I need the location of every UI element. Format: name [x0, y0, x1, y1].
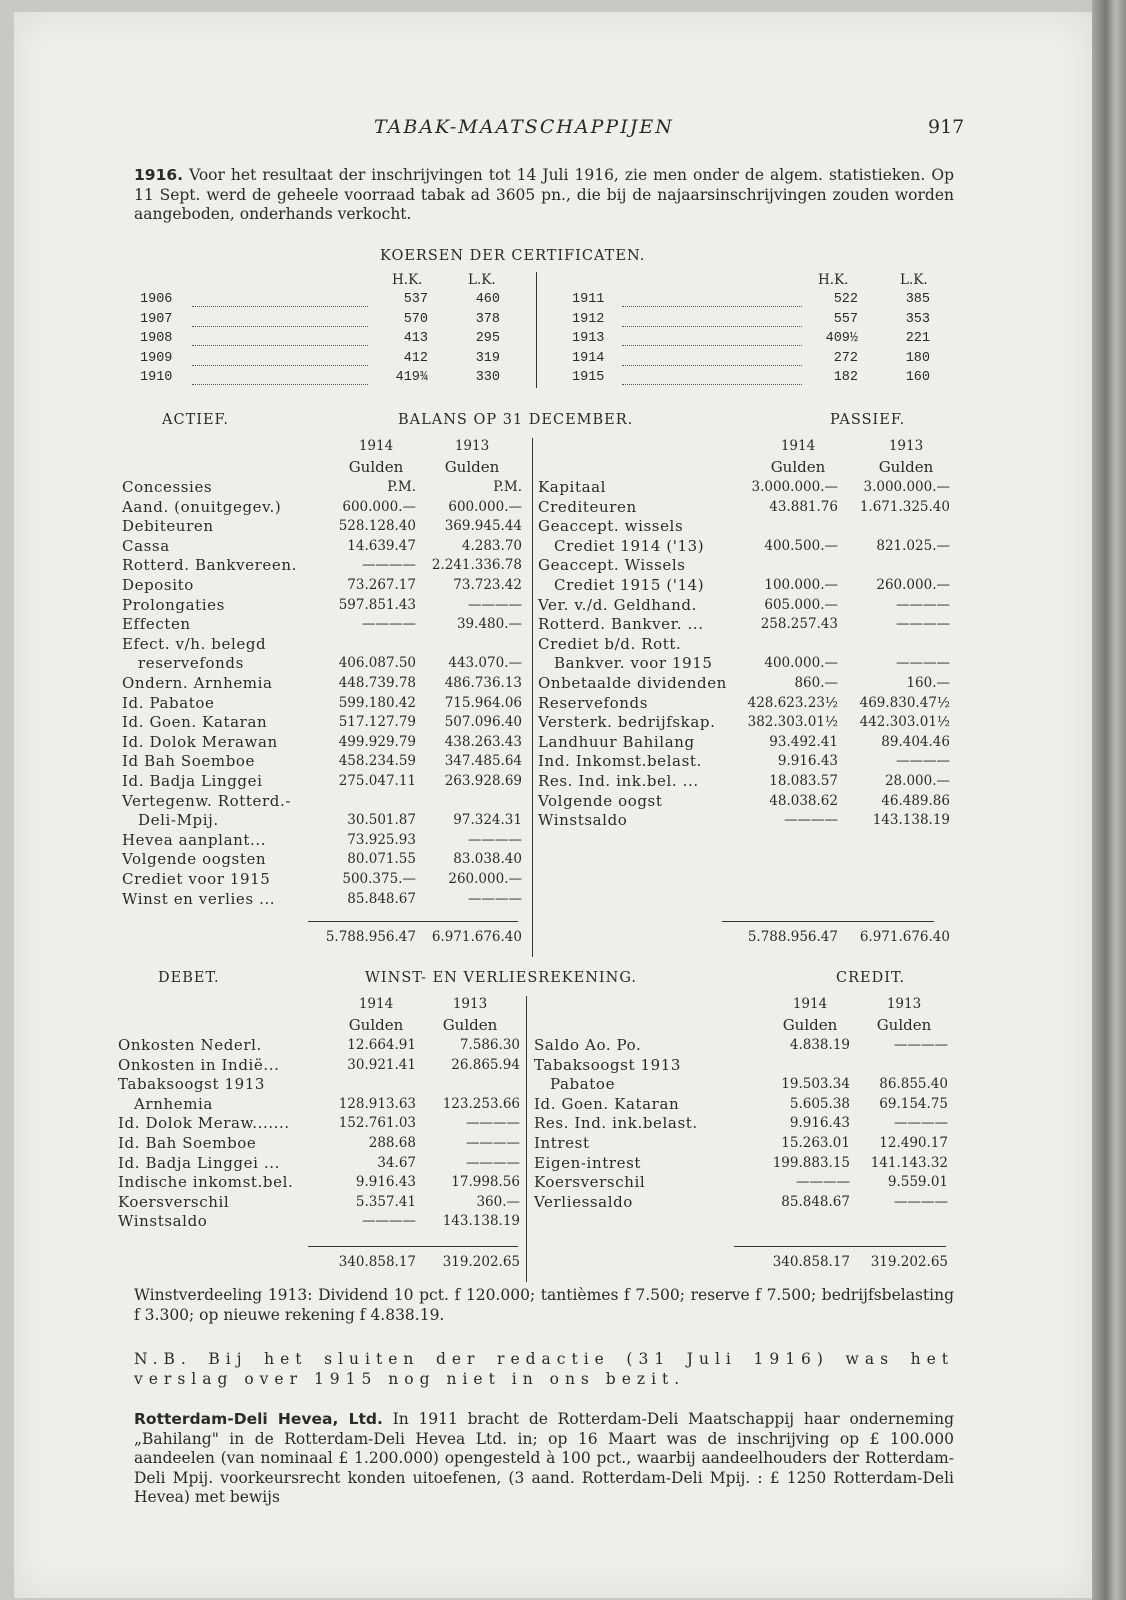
row-label: Id. Dolok Merawan: [122, 732, 278, 751]
row-label: Deposito: [122, 576, 194, 594]
koersen-lk: 180: [905, 350, 930, 366]
koersen-hk: 272: [833, 350, 858, 366]
row-label: Debiteuren: [122, 517, 214, 536]
koersen-hk: 522: [833, 292, 858, 307]
row-value-1913: 141.143.32: [870, 1154, 948, 1171]
row-value-1914: 499.929.79: [338, 733, 416, 750]
koersen-year: 1906: [140, 292, 173, 307]
row-value-1913: 83.038.40: [453, 851, 522, 868]
koersen-year: 1911: [572, 292, 605, 307]
hevea-text: In 1911 bracht de Rotterdam-Deli Maatschappij haar onderneming „Bahilang" in de Rotterdam-Deli Hevea Ltd. in; op 16 Maart was de inschrijving op £ 100.000 aandeelen (van nominaal £ 1.200.000) opengesteld à 100 pct., waarbij aandeelhouders der Rotterdam-Deli Mpij. voorkeursrecht konden uitoefenen, (3 aand. Rotterdam-Deli Mpij. : £ 1250 Rotterdam-Deli Hevea) met bewijs: [134, 1410, 954, 1506]
row-value-1914: 382.303.01½: [747, 714, 838, 731]
row-label: Id. Goen. Kataran: [534, 1094, 680, 1113]
row-value-1914: 500.375.—: [342, 871, 416, 887]
row-value-1913: 442.303.01½: [859, 714, 950, 731]
year-1913-left: 1913: [454, 438, 490, 454]
row-value-1914: 43.881.76: [769, 498, 838, 515]
row-value-1914: 9.916.43: [777, 753, 838, 770]
row-value-1913: 507.096.40: [444, 714, 522, 731]
row-label: reservefonds: [138, 654, 244, 673]
row-label: Res. Ind. ink.belast.: [534, 1114, 698, 1133]
total-1914-left: 5.788.956.47: [325, 929, 416, 946]
row-label: Ondern. Arnhemia: [122, 674, 273, 692]
row-value-1914: 80.071.55: [347, 851, 416, 868]
koersen-hk: 413: [403, 331, 428, 346]
row-label: Id. Goen. Kataran: [122, 713, 268, 732]
row-label: Id. Badja Linggei: [122, 772, 263, 790]
koersen-year: 1915: [572, 370, 605, 385]
row-label: Concessies: [122, 478, 213, 496]
row-label: Saldo Ao. Po.: [534, 1036, 642, 1054]
credit-heading: CREDIT.: [836, 970, 906, 986]
row-label: Geaccept. Wissels: [538, 556, 686, 575]
koersen-hk-header-right: H.K.: [818, 272, 849, 288]
row-label: Winstsaldo: [118, 1212, 208, 1231]
row-label: Landhuur Bahilang: [538, 732, 695, 751]
row-label: Tabaksoogst 1913: [534, 1055, 682, 1074]
row-value-1913: 28.000.—: [884, 773, 950, 789]
row-value-1914: 199.883.15: [772, 1154, 850, 1171]
row-value-1914: 400.500.—: [764, 537, 838, 554]
row-value-1913: 143.138.19: [872, 812, 950, 829]
row-value-1914: 428.623.23½: [747, 694, 838, 711]
row-value-1914: 73.925.93: [347, 831, 416, 848]
balans-title: BALANS OP 31 DECEMBER.: [398, 412, 634, 428]
row-value-1913: ————: [468, 831, 522, 848]
unit-right: Gulden: [782, 1016, 838, 1034]
row-label: Verliessaldo: [534, 1192, 633, 1211]
row-value-1913: 3.000.000.—: [863, 479, 950, 495]
row-value-1913: 123.253.66: [442, 1095, 520, 1112]
row-label: Intrest: [534, 1134, 590, 1152]
row-value-1913: ————: [896, 616, 950, 633]
row-value-1913: P.M.: [493, 479, 522, 495]
total-rule-right: [722, 921, 934, 922]
row-value-1914: P.M.: [387, 479, 416, 495]
row-value-1914: 30.921.41: [347, 1056, 416, 1073]
row-label: Vertegenw. Rotterd.-: [122, 791, 292, 810]
row-value-1913: 469.830.47½: [859, 694, 950, 711]
koersen-lk: 295: [475, 331, 500, 346]
koersen-leader: [192, 365, 368, 366]
year-1914-left: 1914: [358, 996, 394, 1012]
row-value-1914: 860.—: [794, 675, 838, 691]
hevea-name: Rotterdam-Deli Hevea, Ltd.: [134, 1410, 383, 1428]
total-1913-right: 6.971.676.40: [859, 929, 950, 946]
row-value-1914: 15.263.01: [781, 1135, 850, 1151]
row-value-1913: ————: [468, 596, 522, 613]
row-value-1914: 400.000.—: [764, 655, 838, 672]
row-label: Rotterd. Bankvereen.: [122, 556, 297, 575]
row-value-1913: 46.489.86: [881, 792, 950, 809]
row-value-1913: 600.000.—: [448, 498, 522, 515]
row-value-1913: 17.998.56: [451, 1174, 520, 1191]
row-value-1913: ————: [894, 1037, 948, 1053]
koersen-lk: 460: [475, 292, 500, 307]
unit-left: Gulden: [442, 1016, 498, 1034]
row-label: Id. Pabatoe: [122, 693, 215, 712]
row-label: Effecten: [122, 615, 191, 634]
row-label: Reservefonds: [538, 693, 649, 712]
unit-right: Gulden: [770, 458, 826, 476]
row-value-1914: 5.605.38: [789, 1095, 850, 1112]
row-value-1913: 369.945.44: [444, 518, 522, 535]
koersen-lk: 319: [475, 350, 500, 366]
koersen-leader: [622, 384, 802, 385]
row-value-1914: 34.67: [377, 1154, 416, 1171]
row-value-1913: ————: [896, 655, 950, 672]
row-label: Crediet voor 1915: [122, 870, 271, 888]
row-value-1914: 12.664.91: [347, 1037, 416, 1053]
book-spine-edge: [1092, 0, 1126, 1600]
total-rule-left: [308, 921, 518, 922]
row-label: Geaccept. wissels: [538, 517, 684, 536]
row-value-1913: 26.865.94: [451, 1056, 520, 1073]
koersen-year: 1909: [140, 350, 173, 366]
row-value-1914: 458.234.59: [338, 753, 416, 770]
row-label: Arnhemia: [134, 1094, 213, 1113]
intro-text: Voor het resultaat der inschrijvingen tot 14 Juli 1916, zie men onder de algem. statistieken. Op 11 Sept. werd de geheele voorraad tabak ad 3605 pn., die bij de najaarsinschrijvingen zouden worden aangeboden, onderhands verkocht.: [134, 166, 954, 223]
total-rule-right: [734, 1246, 946, 1247]
row-value-1913: 7.586.30: [459, 1037, 520, 1053]
row-value-1913: 1.671.325.40: [859, 498, 950, 515]
row-label: Koersverschil: [534, 1173, 646, 1192]
row-label: Volgende oogsten: [122, 850, 267, 869]
koersen-hk: 570: [403, 311, 428, 327]
koersen-leader: [192, 306, 368, 307]
koersen-lk: 221: [905, 331, 930, 346]
year-1913-right: 1913: [886, 996, 922, 1012]
row-value-1914: 597.851.43: [338, 596, 416, 613]
row-label: Bankver. voor 1915: [554, 654, 713, 673]
koersen-year: 1912: [572, 311, 605, 327]
row-value-1914: 605.000.—: [764, 596, 838, 613]
row-value-1913: 347.485.64: [444, 753, 522, 770]
koersen-title: KOERSEN DER CERTIFICATEN.: [380, 248, 646, 264]
row-value-1914: ————: [796, 1174, 850, 1191]
koersen-lk: 160: [905, 370, 930, 385]
row-label: Ind. Inkomst.belast.: [538, 752, 702, 771]
row-value-1913: 438.263.43: [444, 733, 522, 750]
intro-paragraph: [134, 166, 954, 225]
koersen-lk-header-left: L.K.: [468, 272, 496, 288]
row-value-1914: 85.848.67: [347, 890, 416, 907]
row-value-1914: ————: [362, 616, 416, 633]
row-value-1914: 128.913.63: [338, 1095, 416, 1112]
koersen-year: 1910: [140, 370, 173, 385]
row-value-1914: 448.739.78: [338, 675, 416, 691]
winst-title: WINST- EN VERLIESREKENING.: [365, 970, 637, 986]
row-label: Crediet 1914 ('13): [554, 536, 705, 555]
row-value-1913: 360.—: [476, 1193, 520, 1210]
koersen-lk: 378: [475, 311, 500, 327]
row-value-1914: 9.916.43: [355, 1174, 416, 1191]
row-label: Efect. v/h. belegd: [122, 634, 267, 653]
koersen-year: 1907: [140, 311, 173, 327]
row-value-1914: 14.639.47: [347, 537, 416, 554]
actief-heading: ACTIEF.: [162, 412, 229, 428]
koersen-leader: [192, 345, 368, 346]
row-value-1914: ————: [784, 812, 838, 829]
koersen-leader: [622, 326, 802, 327]
row-label: Versterk. bedrijfskap.: [538, 713, 716, 732]
row-value-1913: ————: [894, 1193, 948, 1210]
row-value-1913: 263.928.69: [444, 773, 522, 789]
row-label: Onkosten Nederl.: [118, 1036, 262, 1054]
row-label: Hevea aanplant...: [122, 830, 267, 849]
row-value-1913: ————: [468, 890, 522, 907]
row-value-1913: ————: [466, 1115, 520, 1132]
row-label: Pabatoe: [550, 1075, 616, 1094]
page-number: 917: [928, 116, 965, 138]
row-label: Cassa: [122, 536, 170, 555]
passief-heading: PASSIEF.: [830, 412, 906, 428]
koersen-hk: 557: [833, 311, 858, 327]
row-value-1914: 3.000.000.—: [751, 479, 838, 495]
row-value-1913: ————: [896, 596, 950, 613]
winstverdeeling-paragraph: Winstverdeeling 1913: Dividend 10 pct. f 120.000; tantièmes f 7.500; reserve f 7.500; bedrijfsbelasting f 3.300; op nieuwe rekening f 4.838.19.: [134, 1286, 954, 1324]
row-value-1914: 258.257.43: [760, 616, 838, 633]
row-value-1914: 528.128.40: [338, 518, 416, 535]
row-value-1913: ————: [896, 753, 950, 770]
row-value-1913: 260.000.—: [448, 871, 522, 887]
row-value-1913: 821.025.—: [876, 537, 950, 554]
koersen-hk: 409½: [825, 331, 858, 346]
row-value-1914: 152.761.03: [338, 1115, 416, 1132]
row-value-1913: 486.736.13: [444, 675, 522, 691]
unit-left: Gulden: [444, 458, 500, 476]
row-value-1913: 73.723.42: [453, 577, 522, 593]
koersen-lk: 353: [905, 311, 930, 327]
row-value-1914: 73.267.17: [347, 577, 416, 593]
unit-left: Gulden: [348, 458, 404, 476]
row-value-1914: ————: [362, 557, 416, 574]
intro-year: 1916.: [134, 166, 184, 184]
row-value-1913: 715.964.06: [444, 694, 522, 711]
row-value-1913: 69.154.75: [879, 1095, 948, 1112]
total-1914-right: 340.858.17: [772, 1254, 850, 1270]
row-value-1913: ————: [466, 1154, 520, 1171]
debet-heading: DEBET.: [158, 970, 220, 986]
total-1914-right: 5.788.956.47: [747, 929, 838, 946]
row-value-1913: ————: [466, 1135, 520, 1151]
koersen-hk: 537: [403, 292, 428, 307]
unit-right: Gulden: [878, 458, 934, 476]
year-1914-right: 1914: [780, 438, 816, 454]
row-value-1914: 19.503.34: [781, 1076, 850, 1093]
unit-right: Gulden: [876, 1016, 932, 1034]
row-value-1914: ————: [362, 1213, 416, 1230]
koersen-leader: [622, 345, 802, 346]
row-label: Rotterd. Bankver. ...: [538, 615, 704, 634]
row-value-1913: 89.404.46: [881, 733, 950, 750]
koersen-hk: 182: [833, 370, 858, 385]
hevea-paragraph: [134, 1410, 954, 1508]
row-label: Prolongaties: [122, 595, 225, 614]
row-value-1913: 160.—: [906, 675, 950, 691]
koersen-hk-header-left: H.K.: [392, 272, 423, 288]
row-value-1914: 5.357.41: [355, 1193, 416, 1210]
row-label: Id. Badja Linggei ...: [118, 1153, 280, 1172]
koersen-leader: [192, 326, 368, 327]
row-value-1913: 260.000.—: [876, 577, 950, 593]
row-value-1914: 85.848.67: [781, 1193, 850, 1210]
koersen-year: 1914: [572, 350, 605, 366]
row-label: Onbetaalde dividenden: [538, 674, 727, 692]
row-value-1914: 100.000.—: [764, 577, 838, 593]
row-label: Deli-Mpij.: [138, 811, 219, 830]
total-1913-left: 319.202.65: [442, 1254, 520, 1270]
row-label: Winstsaldo: [538, 811, 628, 830]
row-value-1913: 9.559.01: [887, 1174, 948, 1191]
koersen-leader: [622, 306, 802, 307]
row-label: Crediet b/d. Rott.: [538, 634, 682, 653]
account-divider: [526, 996, 527, 1282]
row-label: Tabaksoogst 1913: [118, 1075, 266, 1094]
koersen-year: 1908: [140, 331, 173, 346]
row-label: Aand. (onuitgegev.): [122, 497, 282, 516]
row-value-1914: 406.087.50: [338, 655, 416, 672]
koersen-hk: 419¾: [395, 370, 428, 385]
total-rule-left: [308, 1246, 518, 1247]
row-label: Crediet 1915 ('14): [554, 576, 705, 594]
unit-left: Gulden: [348, 1016, 404, 1034]
koersen-lk: 385: [905, 292, 930, 307]
row-label: Onkosten in Indië...: [118, 1055, 280, 1074]
koersen-lk: 330: [475, 370, 500, 385]
total-1913-right: 319.202.65: [870, 1254, 948, 1270]
row-label: Kapitaal: [538, 478, 607, 496]
row-label: Id. Bah Soemboe: [118, 1134, 257, 1152]
row-label: Volgende oogst: [538, 791, 663, 810]
row-label: Id Bah Soemboe: [122, 752, 256, 771]
row-label: Winst en verlies ...: [122, 889, 276, 908]
row-value-1914: 9.916.43: [789, 1115, 850, 1132]
row-value-1914: 517.127.79: [338, 714, 416, 731]
row-value-1914: 599.180.42: [338, 694, 416, 711]
koersen-lk-header-right: L.K.: [900, 272, 928, 288]
row-value-1914: 48.038.62: [769, 792, 838, 809]
running-header: TABAK-MAATSCHAPPIJEN: [374, 116, 674, 138]
row-value-1913: 443.070.—: [448, 655, 522, 672]
row-label: Ver. v./d. Geldhand.: [538, 595, 697, 614]
row-value-1913: 4.283.70: [461, 537, 522, 554]
year-1914-left: 1914: [358, 438, 394, 454]
row-value-1913: 2.241.336.78: [431, 557, 522, 574]
koersen-leader: [192, 384, 368, 385]
row-value-1914: 30.501.87: [347, 812, 416, 829]
row-value-1913: 39.480.—: [456, 616, 522, 633]
koersen-divider: [536, 272, 537, 388]
year-1913-left: 1913: [452, 996, 488, 1012]
row-value-1914: 600.000.—: [342, 498, 416, 515]
koersen-hk: 412: [403, 350, 428, 366]
row-label: Crediteuren: [538, 497, 637, 516]
year-1913-right: 1913: [888, 438, 924, 454]
koersen-year: 1913: [572, 331, 605, 346]
row-label: Res. Ind. ink.bel. ...: [538, 772, 699, 790]
row-value-1913: 86.855.40: [879, 1076, 948, 1093]
row-value-1914: 4.838.19: [789, 1037, 850, 1053]
row-value-1914: 18.083.57: [769, 773, 838, 789]
row-value-1913: ————: [894, 1115, 948, 1132]
nb-paragraph: N.B. Bij het sluiten der redactie (31 Juli 1916) was het verslag over 1915 nog niet in ons bezit.: [134, 1350, 954, 1388]
total-1913-left: 6.971.676.40: [431, 929, 522, 946]
row-label: Id. Dolok Meraw.......: [118, 1114, 290, 1133]
row-value-1913: 12.490.17: [879, 1135, 948, 1151]
row-value-1914: 93.492.41: [769, 733, 838, 750]
total-1914-left: 340.858.17: [338, 1254, 416, 1270]
row-label: Eigen-intrest: [534, 1153, 642, 1172]
row-value-1914: 288.68: [368, 1135, 416, 1151]
year-1914-right: 1914: [792, 996, 828, 1012]
row-value-1913: 143.138.19: [442, 1213, 520, 1230]
row-label: Koersverschil: [118, 1192, 230, 1211]
koersen-leader: [622, 365, 802, 366]
row-value-1913: 97.324.31: [453, 812, 522, 829]
row-label: Indische inkomst.bel.: [118, 1173, 294, 1192]
row-value-1914: 275.047.11: [338, 773, 416, 789]
account-divider: [532, 438, 533, 957]
